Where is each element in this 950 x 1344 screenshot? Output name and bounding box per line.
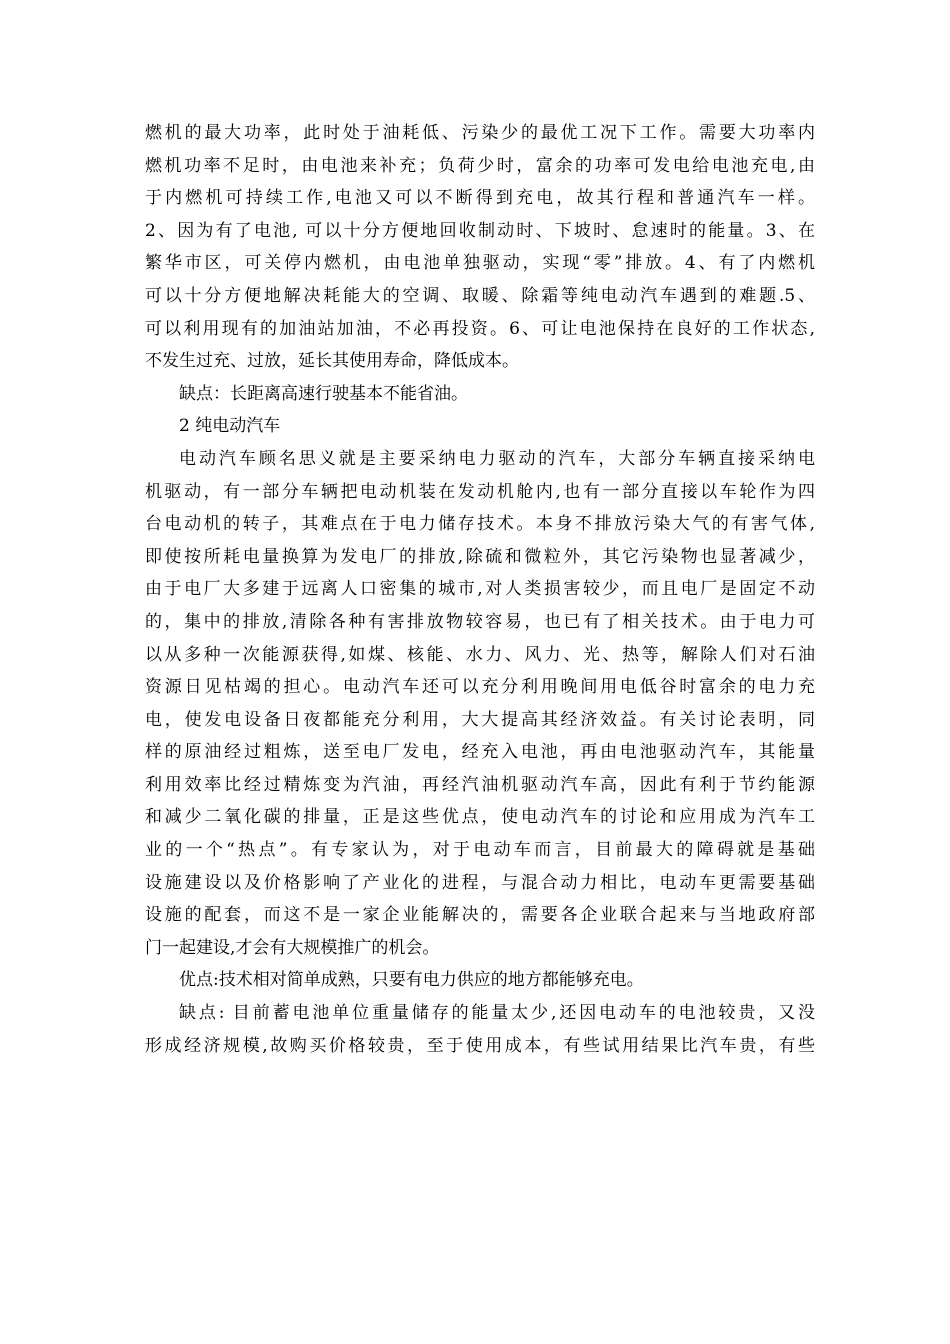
text-line: 燃机功率不足时，由电池来补充；负荷少时，富余的功率可发电给电池充电,由 — [145, 155, 815, 176]
text-line: 不发生过充、过放，延长其使用寿命，降低成本。 — [145, 351, 519, 372]
text-line: 资源日见枯竭的担心。电动汽车还可以充分利用晚间用电低谷时富余的电力充 — [145, 677, 815, 698]
text-line: 利用效率比经过精炼变为汽油，再经汽油机驱动汽车高，因此有利于节约能源 — [145, 774, 815, 795]
text-line: 台电动机的转子，其难点在于电力储存技术。本身不排放污染大气的有害气体, — [145, 514, 815, 535]
document-body — [145, 117, 815, 1062]
text-line: 业的一个“热点”。有专家认为，对于电动车而言，目前最大的障碍就是基础 — [145, 840, 815, 861]
text-line: 可以十分方便地解决耗能大的空调、取暖、除霜等纯电动汽车遇到的难题.5、 — [145, 285, 815, 306]
text-line: 缺点: 目前蓄电池单位重量储存的能量太少,还因电动车的电池较贵，又没 — [179, 1003, 815, 1024]
text-line: 即使按所耗电量换算为发电厂的排放,除硫和微粒外，其它污染物也显著减少， — [145, 546, 815, 567]
text-line: 设施建设以及价格影响了产业化的进程，与混合动力相比，电动车更需要基础 — [145, 872, 815, 893]
text-line: 机驱动，有一部分车辆把电动机装在发动机舱内,也有一部分直接以车轮作为四 — [145, 481, 815, 502]
text-line: 繁华市区，可关停内燃机，由电池单独驱动，实现“零”排放。4、有了内燃机 — [145, 253, 815, 274]
text-line: 设施的配套，而这不是一家企业能解决的，需要各企业联合起来与当地政府部 — [145, 905, 815, 926]
text-line: 可以利用现有的加油站加油，不必再投资。6、可让电池保持在良好的工作状态, — [145, 318, 815, 339]
text-line: 样的原油经过粗炼，送至电厂发电，经充入电池，再由电池驱动汽车，其能量 — [145, 742, 815, 763]
text-line: 形成经济规模,故购买价格较贵，至于使用成本，有些试用结果比汽车贵，有些 — [145, 1035, 815, 1056]
text-line: 由于电厂大多建于远离人口密集的城市,对人类损害较少，而且电厂是固定不动 — [145, 579, 815, 600]
text-line: 门一起建设,才会有大规模推广的机会。 — [145, 937, 440, 958]
text-line: 2、因为有了电池, 可以十分方便地回收制动时、下坡时、怠速时的能量。3、在 — [145, 220, 815, 241]
text-line: 缺点：长距离高速行驶基本不能省油。 — [179, 383, 468, 404]
text-line: 和减少二氧化碳的排量，正是这些优点，使电动汽车的讨论和应用成为汽车工 — [145, 807, 815, 828]
text-line: 于内燃机可持续工作,电池又可以不断得到充电，故其行程和普通汽车一样。 — [145, 188, 815, 209]
text-line: 的，集中的排放,清除各种有害排放物较容易，也已有了相关技术。由于电力可 — [145, 611, 815, 632]
text-line: 电动汽车顾名思义就是主要采纳电力驱动的汽车，大部分车辆直接采纳电 — [179, 448, 815, 469]
text-line: 优点:技术相对简单成熟，只要有电力供应的地方都能够充电。 — [179, 970, 644, 991]
text-line: 电，使发电设备日夜都能充分利用，大大提高其经济效益。有关讨论表明，同 — [145, 709, 815, 730]
text-line: 2 纯电动汽车 — [179, 416, 281, 437]
text-line: 燃机的最大功率，此时处于油耗低、污染少的最优工况下工作。需要大功率内 — [145, 123, 815, 143]
text-line: 以从多种一次能源获得,如煤、核能、水力、风力、光、热等，解除人们对石油 — [145, 644, 815, 665]
